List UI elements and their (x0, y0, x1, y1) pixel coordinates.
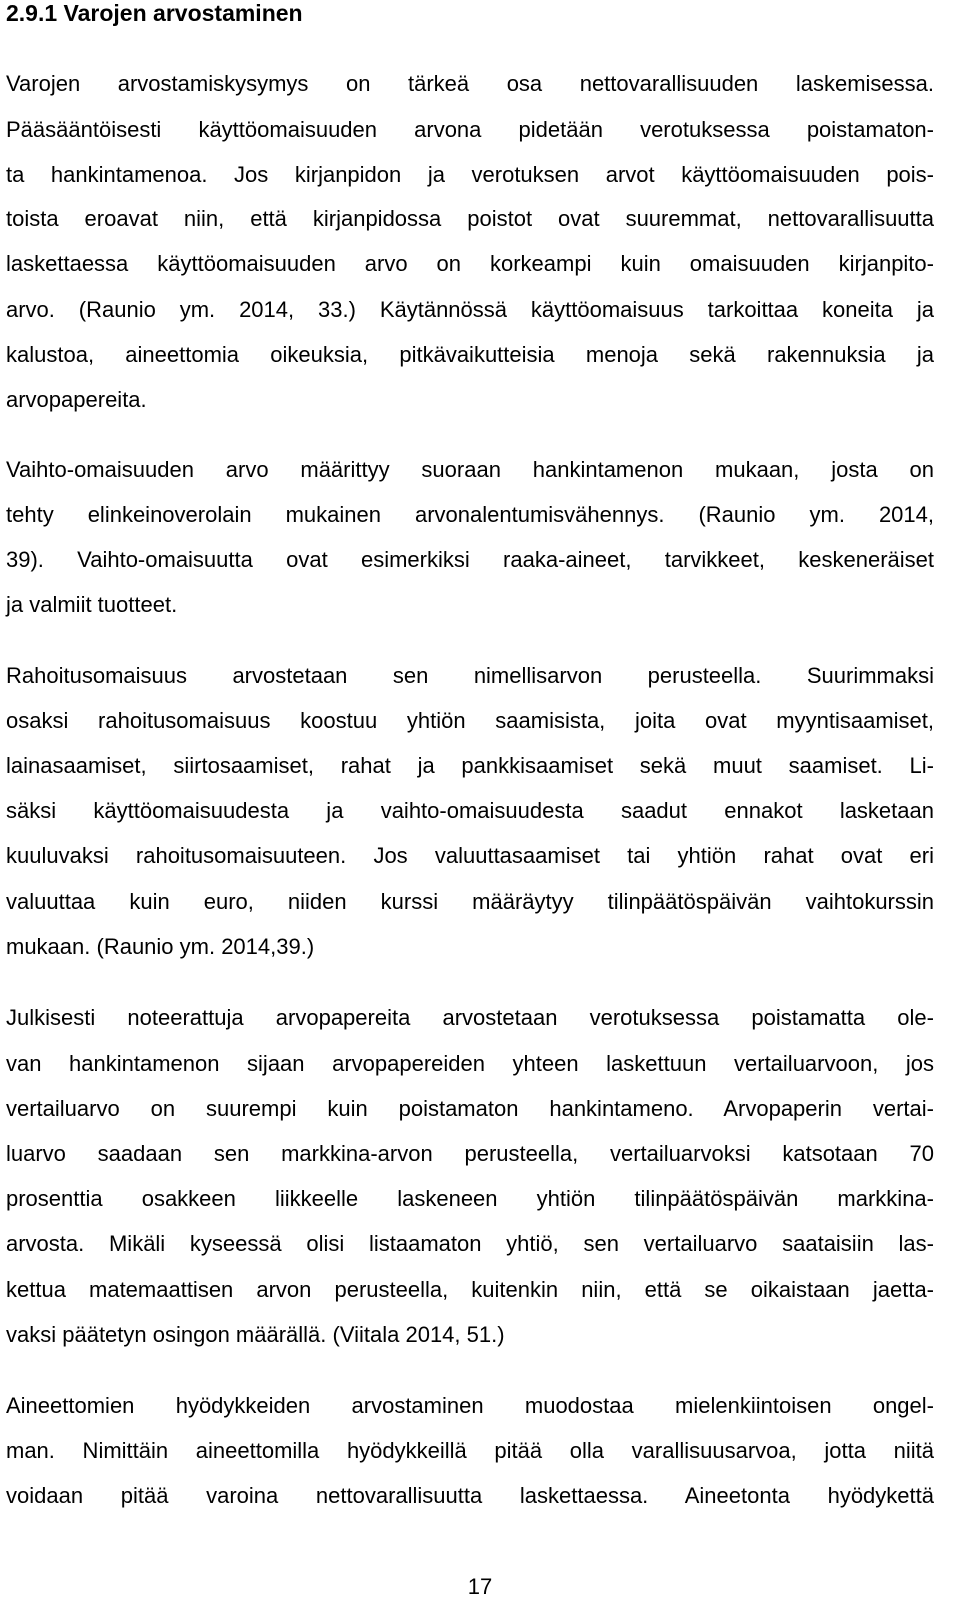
page-number: 17 (467, 1574, 493, 1599)
paragraph-line: vaksi päätetyn osingon määrällä. (Viitala 2014, 51.) (6, 1322, 505, 1347)
paragraph-line: laskettaessa käyttöomaisuuden arvo on korkeampi kuin omaisuuden kirjanpito- (6, 251, 934, 276)
paragraph-line: Varojen arvostamiskysymys on tärkeä osa nettovarallisuuden laskemisessa. (6, 71, 934, 96)
section-heading: 2.9.1 Varojen arvostaminen (6, 0, 303, 26)
paragraph-line: vertailuarvo on suurempi kuin poistamaton hankintameno. Arvopaperin vertai- (6, 1096, 934, 1121)
paragraph-line: van hankintamenon sijaan arvopapereiden yhteen laskettuun vertailuarvoon, jos (6, 1051, 934, 1076)
paragraph-line: 39). Vaihto-omaisuutta ovat esimerkiksi raaka-aineet, tarvikkeet, keskeneräiset (6, 547, 934, 572)
paragraph-line: säksi käyttöomaisuudesta ja vaihto-omaisuudesta saadut ennakot lasketaan (6, 798, 934, 823)
paragraph-line: tehty elinkeinoverolain mukainen arvonalentumisvähennys. (Raunio ym. 2014, (6, 502, 934, 527)
paragraph-line: mukaan. (Raunio ym. 2014,39.) (6, 934, 315, 959)
paragraph-line: ta hankintamenoa. Jos kirjanpidon ja verotuksen arvot käyttöomaisuuden pois- (6, 162, 934, 187)
paragraph-line: kuuluvaksi rahoitusomaisuuteen. Jos valuuttasaamiset tai yhtiön rahat ovat eri (6, 843, 934, 868)
paragraph-line: kalustoa, aineettomia oikeuksia, pitkävaikutteisia menoja sekä rakennuksia ja (6, 342, 934, 367)
paragraph-line: Julkisesti noteerattuja arvopapereita arvostetaan verotuksessa poistamatta ole- (6, 1005, 934, 1030)
paragraph-line: voidaan pitää varoina nettovarallisuutta laskettaessa. Aineetonta hyödykettä (6, 1483, 934, 1508)
paragraph-line: arvopapereita. (6, 387, 147, 412)
paragraph-line: Rahoitusomaisuus arvostetaan sen nimellisarvon perusteella. Suurimmaksi (6, 663, 934, 688)
paragraph-line: osaksi rahoitusomaisuus koostuu yhtiön saamisista, joita ovat myyntisaamiset, (6, 708, 934, 733)
paragraph-line: luarvo saadaan sen markkina-arvon perusteella, vertailuarvoksi katsotaan 70 (6, 1141, 934, 1166)
paragraph-line: kettua matemaattisen arvon perusteella, kuitenkin niin, että se oikaistaan jaetta- (6, 1277, 934, 1302)
paragraph-line: ja valmiit tuotteet. (6, 592, 178, 617)
paragraph-line: man. Nimittäin aineettomilla hyödykkeillä pitää olla varallisuusarvoa, jotta niitä (6, 1438, 934, 1463)
paragraph-line: toista eroavat niin, että kirjanpidossa poistot ovat suuremmat, nettovarallisuutta (6, 206, 934, 231)
paragraph-line: Aineettomien hyödykkeiden arvostaminen muodostaa mielenkiintoisen ongel- (6, 1393, 934, 1418)
paragraph-line: lainasaamiset, siirtosaamiset, rahat ja pankkisaamiset sekä muut saamiset. Li- (6, 753, 934, 778)
paragraph-line: valuuttaa kuin euro, niiden kurssi määräytyy tilinpäätöspäivän vaihtokurssin (6, 889, 934, 914)
paragraph-line: Vaihto-omaisuuden arvo määrittyy suoraan hankintamenon mukaan, josta on (6, 457, 934, 482)
paragraph-line: arvo. (Raunio ym. 2014, 33.) Käytännössä käyttöomaisuus tarkoittaa koneita ja (6, 297, 934, 322)
paragraph-line: Pääsääntöisesti käyttöomaisuuden arvona pidetään verotuksessa poistamaton- (6, 117, 934, 142)
paragraph-line: prosenttia osakkeen liikkeelle laskeneen yhtiön tilinpäätöspäivän markkina- (6, 1186, 934, 1211)
paragraph-line: arvosta. Mikäli kyseessä olisi listaamaton yhtiö, sen vertailuarvo saataisiin las- (6, 1231, 934, 1256)
